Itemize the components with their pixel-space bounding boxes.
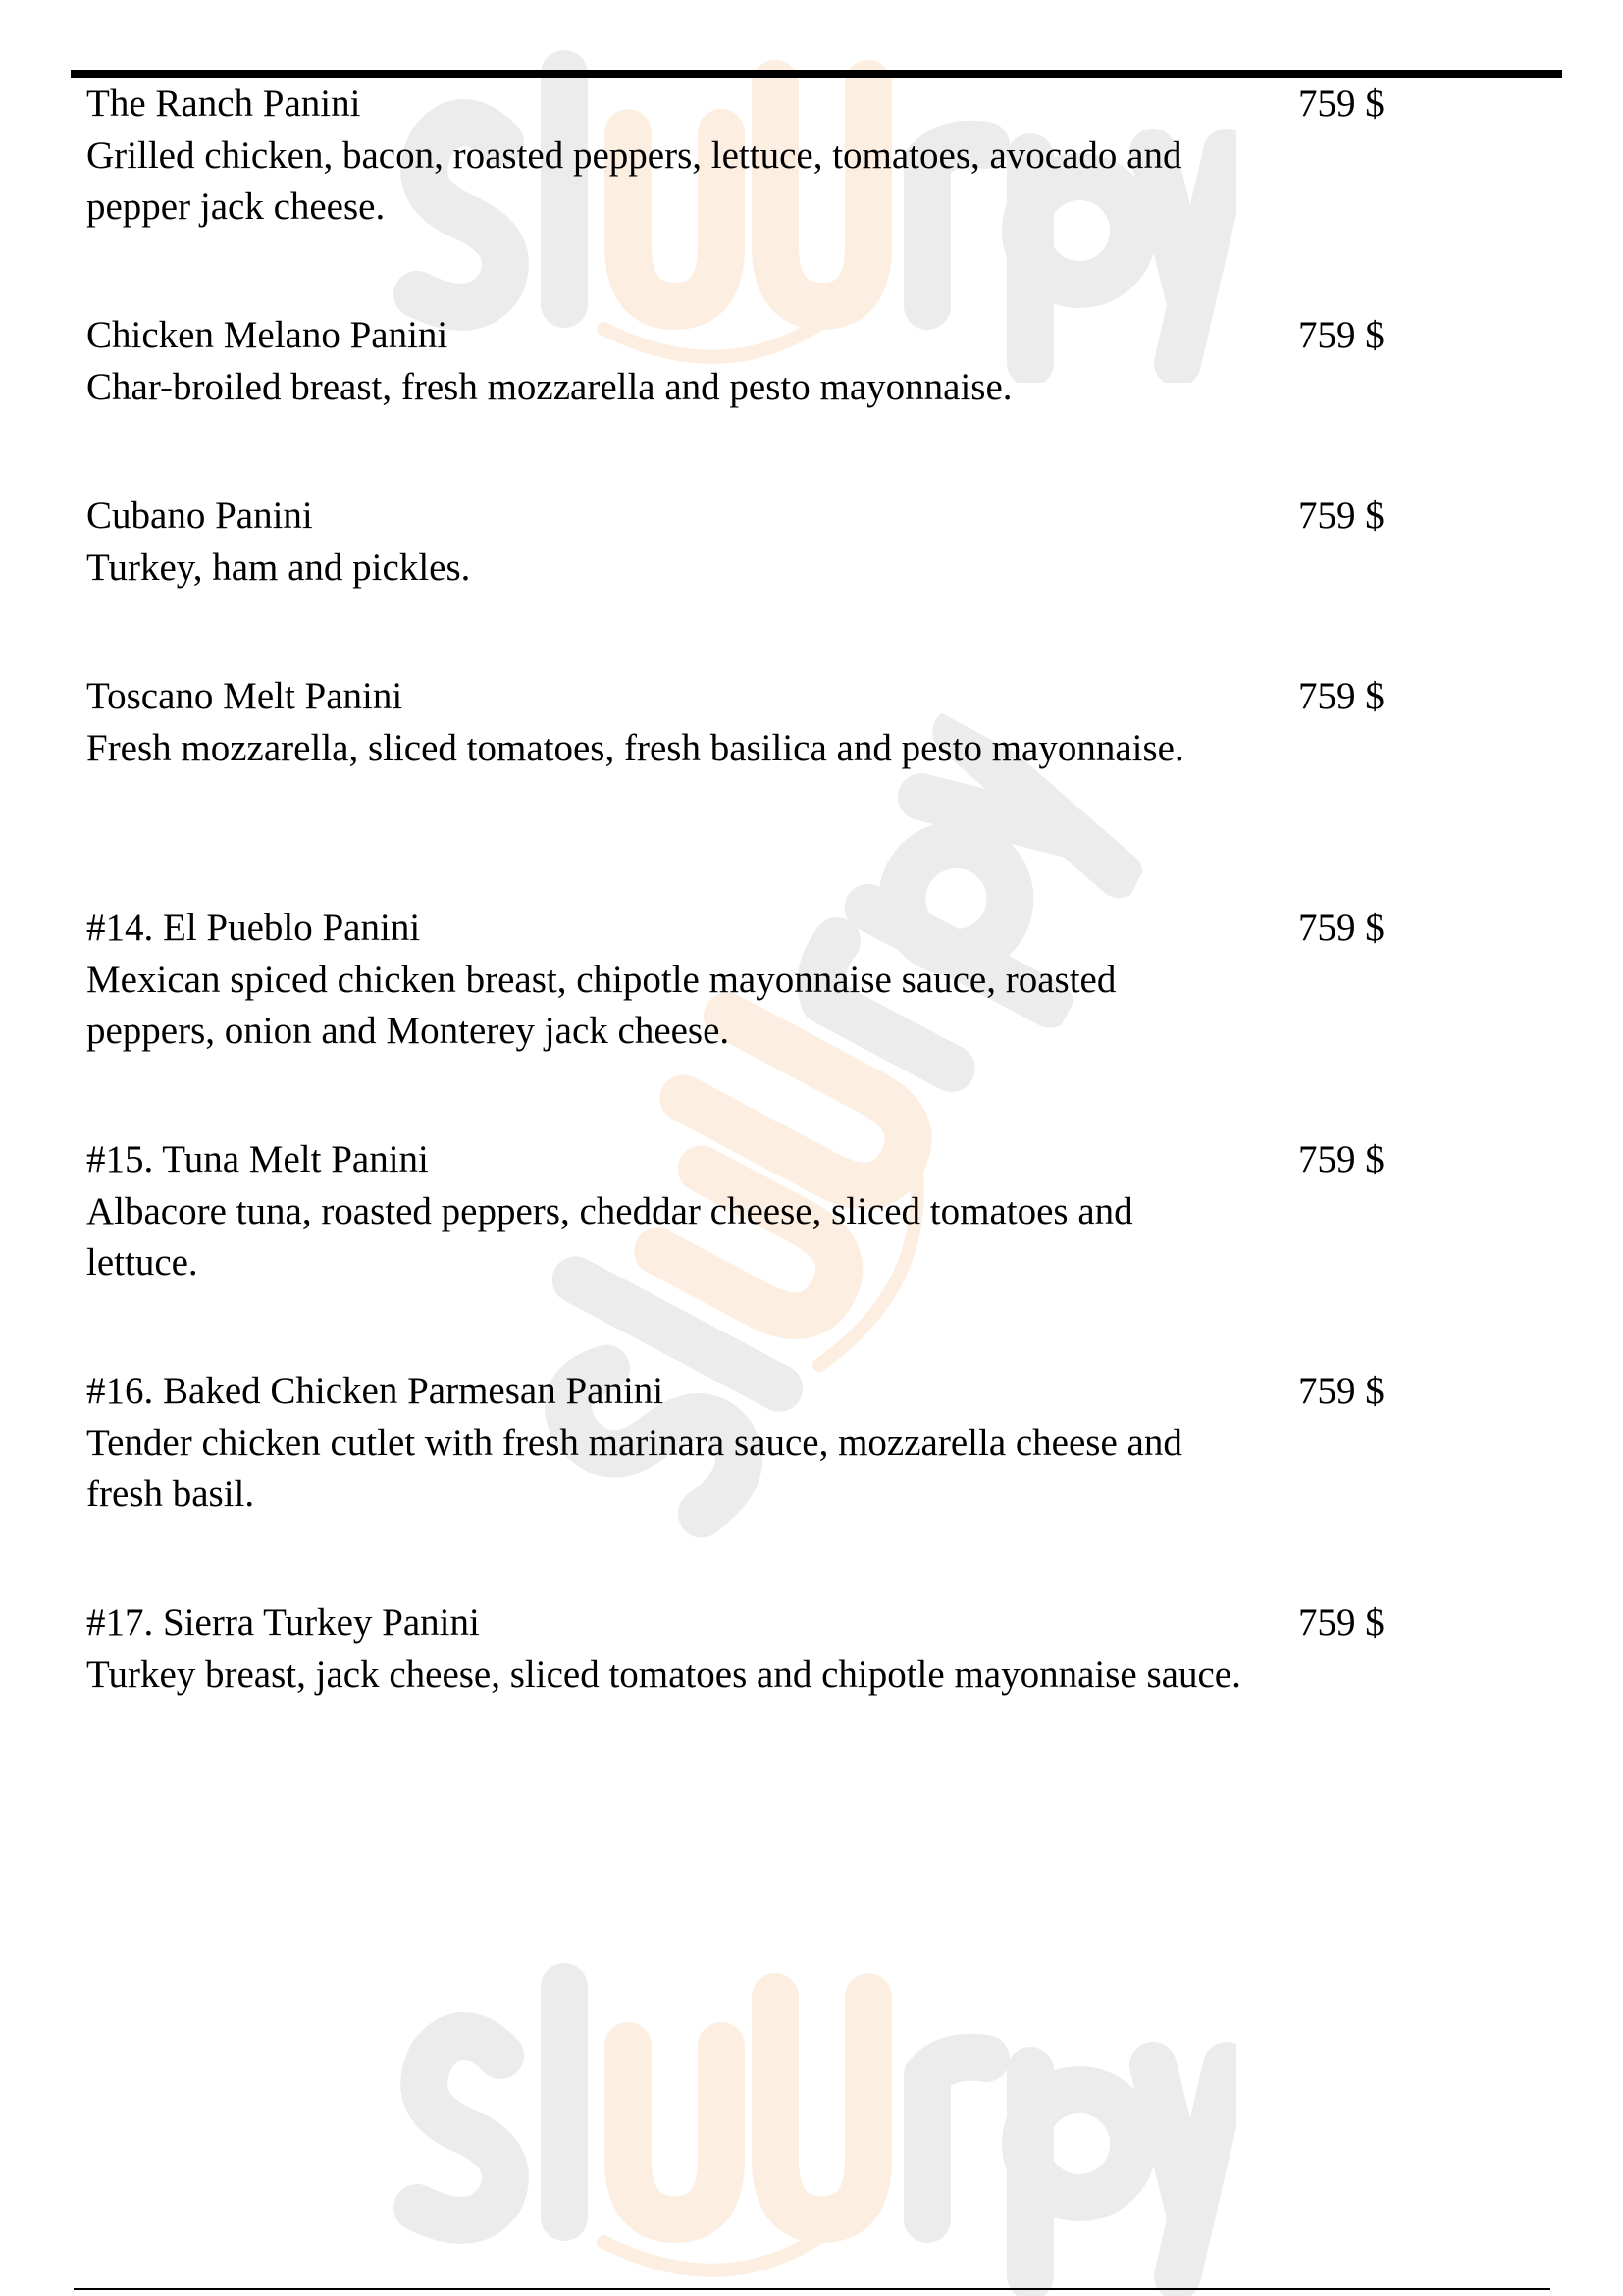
item-description: Turkey breast, jack cheese, sliced tomatoes and chipotle mayonnaise sauce. xyxy=(86,1652,1241,1696)
menu-item xyxy=(86,491,1617,594)
item-name: #17. Sierra Turkey Panini xyxy=(86,1601,480,1644)
item-price: 759 $ xyxy=(1298,495,1385,537)
item-name: #15. Tuna Melt Panini xyxy=(86,1138,429,1180)
menu-item xyxy=(86,1134,1617,1289)
item-description: Mexican spiced chicken breast, chipotle mayonnaise sauce, roasted peppers, onion and Monterey jack cheese. xyxy=(86,958,1117,1052)
item-price: 759 $ xyxy=(1298,1370,1385,1412)
menu-item xyxy=(86,903,1617,1058)
item-description: Tender chicken cutlet with fresh marinara sauce, mozzarella cheese and fresh basil. xyxy=(86,1421,1182,1515)
item-name: Chicken Melano Panini xyxy=(86,314,448,356)
item-name: Toscano Melt Panini xyxy=(86,675,403,717)
item-name: #14. El Pueblo Panini xyxy=(86,907,421,949)
item-price: 759 $ xyxy=(1298,675,1385,717)
item-description: Albacore tuna, roasted peppers, cheddar cheese, sliced tomatoes and lettuce. xyxy=(86,1189,1133,1283)
top-divider xyxy=(71,70,1562,78)
item-description: Turkey, ham and pickles. xyxy=(86,546,471,589)
bottom-divider xyxy=(74,2288,1550,2290)
menu-item xyxy=(86,1597,1617,1700)
item-description: Fresh mozzarella, sliced tomatoes, fresh basilica and pesto mayonnaise. xyxy=(86,726,1184,769)
item-price: 759 $ xyxy=(1298,1138,1385,1180)
item-name: The Ranch Panini xyxy=(86,82,361,125)
menu-item xyxy=(86,78,1617,234)
item-description: Grilled chicken, bacon, roasted peppers, lettuce, tomatoes, avocado and pepper jack cheese. xyxy=(86,133,1182,228)
item-price: 759 $ xyxy=(1298,907,1385,949)
item-price: 759 $ xyxy=(1298,82,1385,125)
item-price: 759 $ xyxy=(1298,314,1385,356)
item-name: #16. Baked Chicken Parmesan Panini xyxy=(86,1370,664,1412)
item-name: Cubano Panini xyxy=(86,495,313,537)
item-description: Char-broiled breast, fresh mozzarella and pesto mayonnaise. xyxy=(86,365,1013,408)
menu-item xyxy=(86,671,1617,774)
menu-item xyxy=(86,310,1617,413)
sluurpy-watermark-logo xyxy=(393,1962,1236,2296)
item-price: 759 $ xyxy=(1298,1601,1385,1644)
menu-item xyxy=(86,1366,1617,1521)
